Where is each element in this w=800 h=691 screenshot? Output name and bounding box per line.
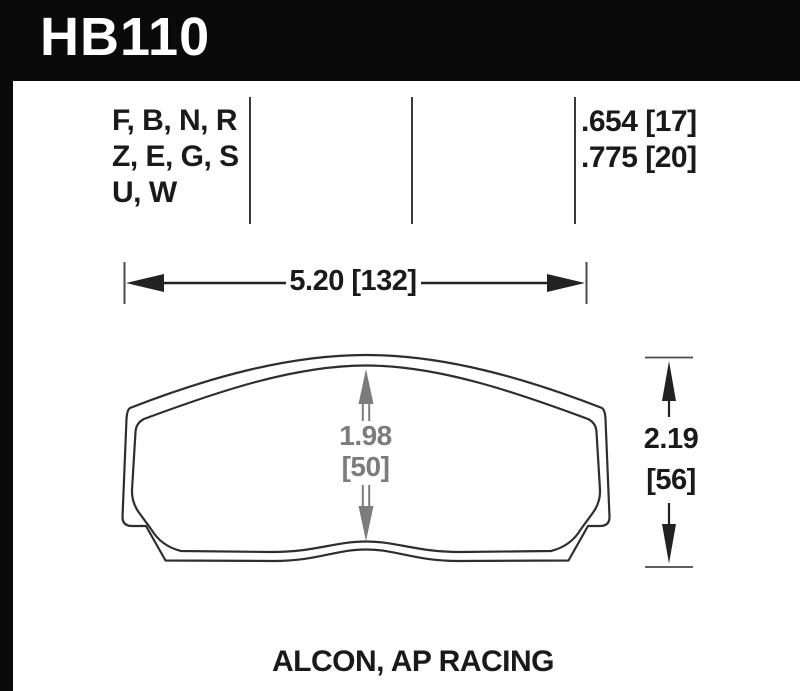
pad-thickness-values — [581, 104, 697, 176]
part-number: HB110 — [40, 7, 211, 67]
overall-height-dimension-label — [631, 419, 711, 501]
width-dimension-label: 5.20 [132] — [289, 265, 417, 297]
overall-height-mm: [56] — [646, 464, 696, 496]
friction-height-dimension-label — [318, 420, 413, 482]
table-dividers — [250, 97, 575, 224]
compound-codes-line2: Z, E, G, S — [112, 140, 239, 173]
friction-height-mm: [50] — [341, 451, 390, 482]
compound-codes — [112, 103, 239, 211]
pad-thickness-line2: .775 [20] — [581, 141, 697, 174]
friction-height-inches: 1.98 — [339, 420, 392, 451]
compound-codes-line3: U, W — [112, 176, 177, 209]
caliper-applications: ALCON, AP RACING — [271, 645, 554, 678]
compound-codes-line1: F, B, N, R — [112, 104, 238, 137]
pad-thickness-line1: .654 [17] — [581, 105, 697, 138]
overall-height-inches: 2.19 — [643, 423, 699, 455]
